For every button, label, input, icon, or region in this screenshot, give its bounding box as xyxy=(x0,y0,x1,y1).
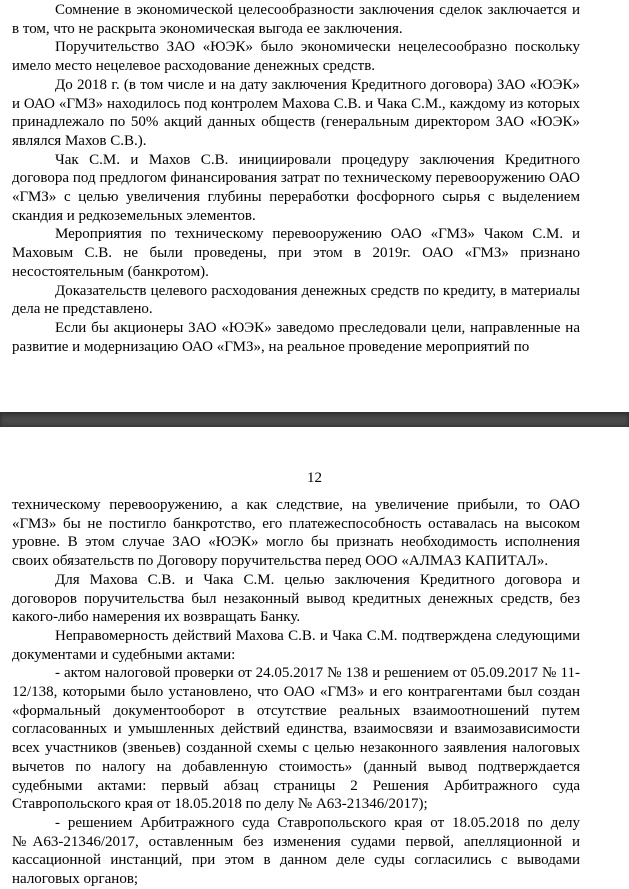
document-page-top xyxy=(0,0,629,412)
paragraph: Мероприятия по техническому перевооружению ОАО «ГМЗ» Чаком С.М. и Маховым С.В. не были проведены, при этом в 2019г. ОАО «ГМЗ» признано несостоятельным (банкротом). xyxy=(12,226,580,280)
paragraph: - решением Арбитражного суда Ставропольского края от 18.05.2018 по делу №А63-21346/2017, оставленным без изменения судами первой, апелляционной и кассационной инстанций, при этом в данном деле суды согласились с выводами налоговых органов; xyxy=(12,814,580,888)
paragraph: Для Махова С.В. и Чака С.М. целью заключения Кредитного договора и договоров поручительства был незаконный вывод кредитных денежных средств, без какого-либо намерения их возвращать Банку. xyxy=(12,571,580,626)
paragraph: Неправомерность действий Махова С.В. и Чака С.М. подтверждена следующими документами и судебными актами: xyxy=(12,627,580,663)
page-top-text xyxy=(12,1,580,356)
paragraph: До 2018 г. (в том числе и на дату заключения Кредитного договора) ЗАО «ЮЭК» и ОАО «ГМЗ» находилось под контролем Махова С.В. и Чака С.М., каждому из которых принадлежало по 50% акций данных обществ (генеральным директором ЗАО «ЮЭК» являлся Махов С.В.). xyxy=(12,76,580,149)
paragraph: - актом налоговой проверки от 24.05.2017 № 138 и решением от 05.09.2017 № 11-12/138, которыми было установлено, что ОАО «ГМЗ» и его контрагентами был создан «формальный документооборот в отсутствие реальных взаимоотношений путем согласованных и умышленных действий единства, взаимосвязи и взаимозависимости всех участников (звеньев) созданной схемы с целью незаконного заявления налоговых вычетов по налогу на добавленную стоимость» (данный вывод подтверждается судебными актами: первый абзац страницы 2 Решения Арбитражного суда Ставропольского края от 18.05.2018 по делу № А63-21346/2017); xyxy=(12,665,580,813)
page-number: 12 xyxy=(307,470,322,486)
paragraph: Доказательств целевого расходования денежных средств по кредиту, в материалы дела не представлено. xyxy=(12,282,580,318)
paragraph: Поручительство ЗАО «ЮЭК» было экономически нецелесообразно поскольку имело место нецелевое расходование денежных средств. xyxy=(12,39,580,75)
document-page-bottom xyxy=(0,427,629,888)
paragraph: Если бы акционеры ЗАО «ЮЭК» заведомо преследовали цели, направленные на развитие и модернизацию ОАО «ГМЗ», на реальное проведение мероприятий по xyxy=(12,319,580,355)
page-bottom-text xyxy=(12,496,580,889)
paragraph: Сомнение в экономической целесообразности заключения сделок заключается и в том, что не раскрыта экономическая выгода ее заключения. xyxy=(12,2,580,37)
paragraph: Чак С.М. и Махов С.В. инициировали процедуру заключения Кредитного договора под предлогом финансирования затрат по техническому перевооружению ОАО «ГМЗ» с целью увеличения глубины переработки фосфорного сырья с выделением скандия и редкоземельных элементов. xyxy=(12,151,580,224)
paragraph: техническому перевооружению, а как следствие, на увеличение прибыли, то ОАО «ГМЗ» бы не постигло банкротство, его платежеспособность оставалась на высоком уровне. В этом случае ЗАО «ЮЭК» могло бы признать необходимость исполнения своих обязательств по Договору поручительства перед ООО «АЛМАЗ КАПИТАЛ». xyxy=(12,497,580,570)
page-separator xyxy=(0,412,629,427)
